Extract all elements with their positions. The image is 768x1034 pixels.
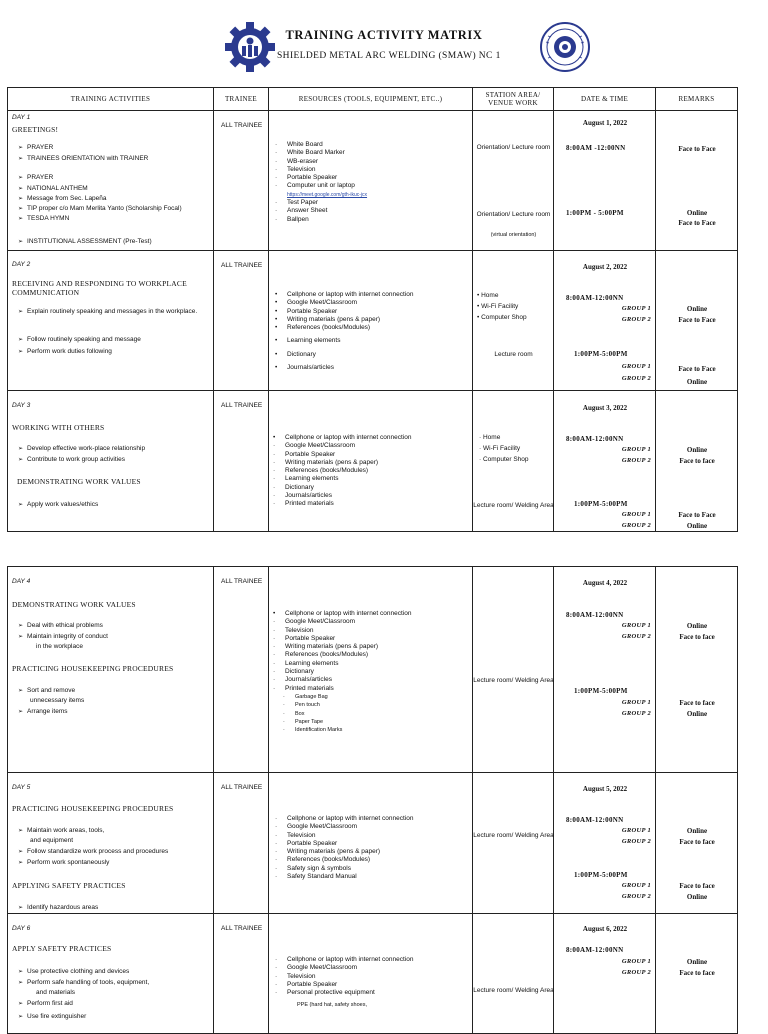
activity-table-part-2 — [7, 566, 738, 1034]
activity-item: ➢ Explain routinely speaking and messages in the workplace. — [18, 308, 198, 315]
group-label: GROUP 1 — [621, 622, 651, 629]
trainee-label: ALL TRAINEE — [221, 578, 263, 585]
day5-remarks — [656, 773, 738, 914]
remark-text: Face to face — [679, 699, 715, 707]
group-label: GROUP 2 — [621, 375, 651, 382]
resource-item: · Journals/articles — [273, 676, 332, 684]
day4-station — [473, 567, 554, 773]
resource-item: · References (books/Modules) — [275, 856, 371, 864]
resource-item: · Google Meet/Classroom — [273, 442, 356, 450]
station-text: Orientation/ Lecture room — [476, 211, 551, 218]
activity-item-continued: and equipment — [30, 837, 74, 844]
table-header-row — [8, 88, 738, 111]
remark-text: Online — [686, 522, 708, 530]
resource-item: · Television — [275, 972, 316, 980]
activity-heading: APPLYING SAFETY PRACTICES — [12, 881, 126, 890]
date-text: August 4, 2022 — [582, 579, 628, 587]
day-label: DAY 3 — [12, 402, 31, 409]
activity-item-continued: in the workplace — [36, 643, 83, 650]
activity-item: ➢ Perform work spontaneously — [18, 859, 110, 866]
resource-item: • Journals/articles — [275, 364, 334, 372]
col-header-date-time: DATE & TIME — [554, 88, 656, 111]
resource-item: • Cellphone or laptop with internet connection — [273, 434, 412, 441]
resource-item: · White Board — [275, 141, 323, 148]
group-label: GROUP 1 — [621, 363, 651, 370]
activity-item: ➢ PRAYER — [18, 174, 54, 181]
day2-activities — [8, 251, 214, 391]
page-subtitle: SHIELDED METAL ARC WELDING (SMAW) NC 1 — [277, 51, 501, 61]
resource-item: · Portable Speaker — [275, 839, 338, 847]
remark-text: Face to face — [679, 882, 715, 890]
activity-table-part-1 — [7, 87, 738, 532]
day6-date-time — [554, 914, 656, 1034]
remark-text: Face to face — [679, 633, 715, 641]
group-label: GROUP 2 — [621, 893, 651, 900]
resource-item: • Portable Speaker — [275, 307, 338, 315]
activity-item: ➢ Use protective clothing and devices — [18, 968, 130, 975]
day4-activities — [8, 567, 214, 773]
resource-item: • Writing materials (pens & paper) — [275, 315, 381, 323]
resource-item: · Writing materials (pens & paper) — [273, 643, 379, 651]
resource-item: · WB-eraser — [275, 157, 319, 165]
resource-item: · Google Meet/Classroom — [275, 823, 358, 831]
remark-text: Face to face — [679, 457, 715, 465]
day-label: DAY 6 — [12, 925, 31, 932]
group-label: GROUP 1 — [621, 882, 651, 889]
activity-item: ➢ Perform first aid — [18, 1000, 73, 1007]
remark-text: Online — [686, 958, 708, 966]
resource-item: · Test Paper — [275, 199, 319, 207]
resource-item: • Learning elements — [275, 337, 341, 345]
activity-item: ➢ Deal with ethical problems — [18, 622, 103, 629]
group-label: GROUP 2 — [621, 969, 651, 976]
day5-resources — [269, 773, 473, 914]
resource-item: · Portable Speaker — [275, 980, 338, 988]
resource-item: • Cellphone or laptop with internet connection — [275, 291, 414, 298]
table-row-day1 — [8, 111, 738, 251]
trainee-label: ALL TRAINEE — [221, 925, 263, 932]
activity-item: ➢ Follow standardize work process and procedures — [18, 848, 169, 855]
station-note: (virtual orientation) — [490, 232, 537, 238]
activity-item: ➢ Use fire extinguisher — [18, 1013, 87, 1020]
date-text: August 2, 2022 — [582, 263, 628, 271]
day1-resources — [269, 111, 473, 251]
activity-item: ➢ INSTITUTIONAL ASSESSMENT (Pre-Test) — [18, 238, 152, 245]
day6-remarks — [656, 914, 738, 1034]
resource-subitem: · Paper Tape — [283, 718, 324, 725]
resource-item: · Cellphone or laptop with internet connection — [275, 815, 414, 822]
station-item: • Wi-Fi Facility — [477, 303, 519, 310]
resource-item: · Google Meet/Classroom — [275, 964, 358, 972]
group-label: GROUP 2 — [621, 838, 651, 845]
remark-text: Online — [686, 622, 708, 630]
resource-item: · Learning elements — [273, 659, 339, 667]
time-text: 1:00PM-5:00PM — [574, 871, 628, 879]
day6-trainee — [214, 914, 269, 1034]
time-text: 8:00AM-12:00NN — [566, 611, 624, 619]
activity-item: ➢ Apply work values/ethics — [18, 501, 99, 508]
day5-date-time — [554, 773, 656, 914]
activity-heading: DEMONSTRATING WORK VALUES — [17, 477, 141, 486]
activity-item: ➢ Identify hazardous areas — [18, 904, 99, 911]
group-label: GROUP 2 — [621, 522, 651, 529]
resource-item: · Google Meet/Classroom — [273, 618, 356, 626]
col-header-trainee: TRAINEE — [214, 88, 269, 111]
activity-item: ➢ Develop effective work-place relationship — [18, 445, 146, 452]
time-text: 1:00PM-5:00PM — [574, 350, 628, 358]
col-header-resources: RESOURCES (TOOLS, EQUIPMENT, ETC..) — [269, 88, 473, 111]
activity-heading: PRACTICING HOUSEKEEPING PROCEDURES — [12, 664, 174, 673]
activity-heading: DEMONSTRATING WORK VALUES — [12, 600, 136, 609]
time-text: 8:00AM-12:00NN — [566, 435, 624, 443]
activity-item: ➢ Perform safe handling of tools, equipment, — [18, 979, 150, 986]
table-row-day3 — [8, 391, 738, 532]
resource-item: · Printed materials — [273, 684, 334, 692]
resource-subitem: · Box — [283, 710, 305, 717]
activity-item: ➢ TIP proper c/o Mam Merlita Yanto (Scholarship Focal) — [18, 205, 182, 212]
day4-date-time — [554, 567, 656, 773]
resource-item: · Television — [273, 626, 314, 634]
resource-item: • Google Meet/Classroom — [275, 299, 358, 307]
day4-trainee — [214, 567, 269, 773]
day6-station — [473, 914, 554, 1034]
time-text: 1:00PM - 5:00PM — [566, 209, 624, 217]
station-text: Orientation/ Lecture room — [476, 144, 551, 151]
resource-subitem: PPE (hard hat, safety shoes, — [297, 1002, 368, 1009]
resource-item: · Writing materials (pens & paper) — [273, 458, 379, 466]
day6-resources — [269, 914, 473, 1034]
day3-trainee — [214, 391, 269, 532]
day2-remarks — [656, 251, 738, 391]
station-item: • Home — [477, 292, 499, 299]
day1-station — [473, 111, 554, 251]
activity-heading: RECEIVING AND RESPONDING TO WORKPLACE COMMUNICATION — [12, 279, 187, 297]
activity-item: ➢ Follow routinely speaking and message — [18, 336, 141, 343]
group-label: GROUP 1 — [621, 305, 651, 312]
station-item: · Home — [479, 434, 501, 441]
resource-item: · Safety Standard Manual — [275, 873, 357, 881]
remark-text: Face to face — [679, 838, 715, 846]
day-label: DAY 5 — [12, 784, 31, 791]
day2-trainee — [214, 251, 269, 391]
day-label: DAY 2 — [12, 261, 31, 268]
resource-item: · White Board Marker — [275, 149, 345, 157]
station-item: · Wi-Fi Facility — [479, 445, 521, 452]
institution-seal-icon — [540, 22, 590, 72]
resource-item: · Television — [275, 831, 316, 839]
date-text: August 6, 2022 — [582, 925, 628, 933]
activity-item: ➢ Maintain integrity of conduct — [18, 633, 108, 640]
group-label: GROUP 2 — [621, 710, 651, 717]
activity-item: ➢ Sort and remove — [18, 687, 76, 694]
station-item: · Computer Shop — [479, 456, 529, 463]
group-label: GROUP 2 — [621, 633, 651, 640]
group-label: GROUP 1 — [621, 827, 651, 834]
resource-subitem: · Pen touch — [283, 702, 320, 709]
day3-resources — [269, 391, 473, 532]
resource-item: · Portable Speaker — [273, 450, 336, 458]
resource-item: · Cellphone or laptop with internet connection — [275, 956, 414, 963]
day3-date-time — [554, 391, 656, 532]
day1-activities — [8, 111, 214, 251]
resource-item: · Learning elements — [273, 475, 339, 483]
remark-text: Face to face — [679, 969, 715, 977]
resource-subitem: · Garbage Bag — [283, 693, 328, 700]
activity-item: ➢ TRAINEES ORIENTATION with TRAINER — [18, 155, 149, 162]
col-header-activities: TRAINING ACTIVITIES — [8, 88, 214, 111]
col-header-station: STATION AREA/ VENUE WORK — [473, 88, 554, 111]
time-text: 8:00AM-12:00NN — [566, 294, 624, 302]
remark-text: Online — [686, 209, 708, 217]
table-row-day5 — [8, 773, 738, 914]
resource-item: · Personal protective equipment — [275, 989, 375, 997]
day4-remarks — [656, 567, 738, 773]
resource-item: · Computer unit or laptop — [275, 182, 355, 190]
station-text: Lecture room/ Welding Area — [473, 832, 554, 839]
resource-item: · Journals/articles — [273, 492, 332, 500]
trainee-label: ALL TRAINEE — [221, 262, 263, 269]
date-text: August 3, 2022 — [582, 404, 628, 412]
day3-remarks — [656, 391, 738, 532]
time-text: 1:00PM-5:00PM — [574, 500, 628, 508]
activity-item-continued: unnecessary items — [30, 697, 85, 704]
day5-station — [473, 773, 554, 914]
remark-text: Online — [686, 446, 708, 454]
remark-text: Face to Face — [678, 511, 716, 519]
remark-text: Online — [686, 378, 708, 386]
group-label: GROUP 2 — [621, 457, 651, 464]
group-label: GROUP 1 — [621, 958, 651, 965]
table-row-day4 — [8, 567, 738, 773]
group-label: GROUP 2 — [621, 316, 651, 323]
day-label: DAY 1 — [12, 114, 31, 121]
resource-item: • References (books/Modules) — [275, 324, 371, 332]
activity-item-continued: and materials — [36, 989, 76, 996]
remark-text: Online — [686, 827, 708, 835]
remark-text: Face to Face — [678, 145, 716, 153]
remark-text: Online — [686, 305, 708, 313]
group-label: GROUP 1 — [621, 511, 651, 518]
day1-trainee — [214, 111, 269, 251]
station-item: • Computer Shop — [477, 314, 527, 321]
remark-text: Face to Face — [678, 219, 716, 227]
day2-date-time — [554, 251, 656, 391]
activity-item: ➢ Perform work duties following — [18, 348, 112, 355]
day4-resources — [269, 567, 473, 773]
time-text: 8:00AM-12:00NN — [566, 816, 624, 824]
day-label: DAY 4 — [12, 578, 31, 585]
activity-heading: WORKING WITH OTHERS — [12, 423, 105, 432]
trainee-label: ALL TRAINEE — [221, 122, 263, 129]
remark-text: Face to Face — [678, 365, 716, 373]
time-text: 1:00PM-5:00PM — [574, 687, 628, 695]
activity-heading: PRACTICING HOUSEKEEPING PROCEDURES — [12, 804, 174, 813]
remark-text: Online — [686, 893, 708, 901]
date-text: August 5, 2022 — [582, 785, 628, 793]
resource-subitem: · Identification Marks — [283, 727, 343, 734]
day2-resources — [269, 251, 473, 391]
day5-activities — [8, 773, 214, 914]
day3-station — [473, 391, 554, 532]
resource-item: · References (books/Modules) — [273, 467, 369, 475]
activity-item: ➢ Message from Sec. Lapeña — [18, 195, 107, 202]
resource-item: · Portable Speaker — [275, 174, 338, 182]
resource-item: · Writing materials (pens & paper) — [275, 848, 381, 856]
day1-date-time — [554, 111, 656, 251]
activity-item: ➢ Arrange items — [18, 708, 68, 715]
resource-item: · Printed materials — [273, 500, 334, 508]
station-text: Lecture room/ Welding Area — [473, 987, 554, 994]
activity-item: ➢ Contribute to work group activities — [18, 456, 125, 463]
station-text: Lecture room — [494, 351, 533, 358]
activity-heading: GREETINGS! — [12, 125, 59, 134]
resource-link[interactable]: https://meet.google.com/gth-ikuc-jcx — [287, 191, 368, 198]
remark-text: Online — [686, 710, 708, 718]
activity-heading: APPLY SAFETY PRACTICES — [12, 944, 112, 953]
resource-item: • Cellphone or laptop with internet connection — [273, 610, 412, 617]
day5-trainee — [214, 773, 269, 914]
resource-item: · Dictionary — [273, 668, 314, 676]
activity-item: ➢ TESDA HYMN — [18, 215, 70, 222]
col-header-remarks: REMARKS — [656, 88, 738, 111]
group-label: GROUP 1 — [621, 699, 651, 706]
resource-item: · Answer Sheet — [275, 207, 328, 215]
table-row-day2 — [8, 251, 738, 391]
resource-item: · References (books/Modules) — [273, 651, 369, 659]
page-title: TRAINING ACTIVITY MATRIX — [285, 28, 483, 42]
activity-item: ➢ NATIONAL ANTHEM — [18, 185, 88, 192]
group-label: GROUP 1 — [621, 446, 651, 453]
trainee-label: ALL TRAINEE — [221, 402, 263, 409]
activity-item: ➢ Maintain work areas, tools, — [18, 827, 105, 834]
activity-item: ➢ PRAYER — [18, 144, 54, 151]
station-text: Lecture room/ Welding Area — [473, 502, 554, 509]
day3-activities — [8, 391, 214, 532]
resource-item: • Dictionary — [275, 350, 316, 358]
remark-text: Face to Face — [678, 316, 716, 324]
resource-item: · Safety sign & symbols — [275, 864, 351, 872]
day1-remarks — [656, 111, 738, 251]
resource-item: · Ballpen — [275, 215, 309, 223]
resource-item: · Dictionary — [273, 483, 314, 491]
date-text: August 1, 2022 — [582, 119, 628, 127]
day6-activities — [8, 914, 214, 1034]
resource-item: · Portable Speaker — [273, 634, 336, 642]
day2-station — [473, 251, 554, 391]
table-row-day6 — [8, 914, 738, 1034]
trainee-label: ALL TRAINEE — [221, 784, 263, 791]
station-text: Lecture room/ Welding Area — [473, 677, 554, 684]
resource-item: · Television — [275, 165, 316, 173]
time-text: 8:00AM -12:00NN — [566, 144, 626, 152]
time-text: 8:00AM-12:00NN — [566, 946, 624, 954]
